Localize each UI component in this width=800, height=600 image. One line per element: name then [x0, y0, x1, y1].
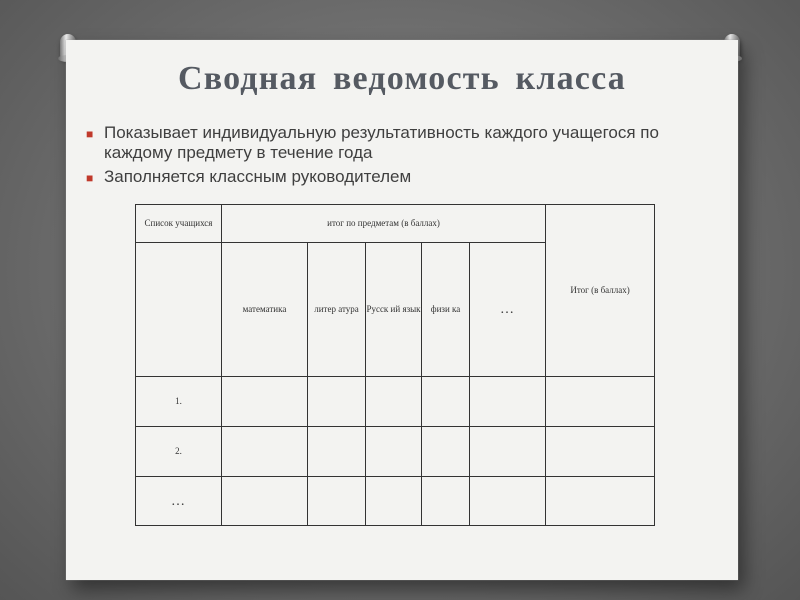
- table-cell: [546, 427, 655, 477]
- table-cell: [222, 377, 308, 427]
- class-summary-table: [135, 204, 655, 526]
- table-cell: [366, 377, 422, 427]
- table-cell: [546, 377, 655, 427]
- table-cell: [546, 477, 655, 526]
- table-cell: [422, 477, 470, 526]
- table-cell: [308, 377, 366, 427]
- table-cell: [470, 477, 546, 526]
- bullet-item: [84, 123, 724, 163]
- bullet-text: Показывает индивидуальную результативность каждого учащегося по каждому предмету в течение года: [104, 123, 659, 162]
- header-total: Итог (в баллах): [546, 205, 655, 377]
- bullet-list: [84, 123, 724, 191]
- table-cell: [422, 377, 470, 427]
- table-cell: [366, 477, 422, 526]
- row-label: …: [136, 477, 222, 526]
- subject-header: физи ка: [422, 243, 470, 377]
- row-label: 1.: [136, 377, 222, 427]
- table-row: [136, 377, 655, 427]
- table-row: [136, 477, 655, 526]
- table-header-row: [136, 205, 655, 243]
- slide-title: Сводная ведомость класса: [178, 60, 626, 97]
- table-cell: [422, 427, 470, 477]
- table-cell: [366, 427, 422, 477]
- table-cell: [222, 427, 308, 477]
- subject-header: Русск ий язык: [366, 243, 422, 377]
- table-cell: [136, 243, 222, 377]
- bullet-text: Заполняется классным руководителем: [104, 167, 412, 186]
- row-label: 2.: [136, 427, 222, 477]
- table-cell: [308, 477, 366, 526]
- bullet-marker-icon: ■: [86, 127, 94, 141]
- subject-header: математика: [222, 243, 308, 377]
- table-cell: [470, 427, 546, 477]
- bullet-item: [84, 167, 724, 187]
- header-students: Список учащихся: [136, 205, 222, 243]
- bullet-marker-icon: ■: [86, 171, 94, 185]
- table-cell: [308, 427, 366, 477]
- table-cell: [222, 477, 308, 526]
- table-row: [136, 427, 655, 477]
- subject-header: литер атура: [308, 243, 366, 377]
- header-subjects: итог по предметам (в баллах): [222, 205, 546, 243]
- table-cell: [470, 377, 546, 427]
- subject-header: …: [470, 243, 546, 377]
